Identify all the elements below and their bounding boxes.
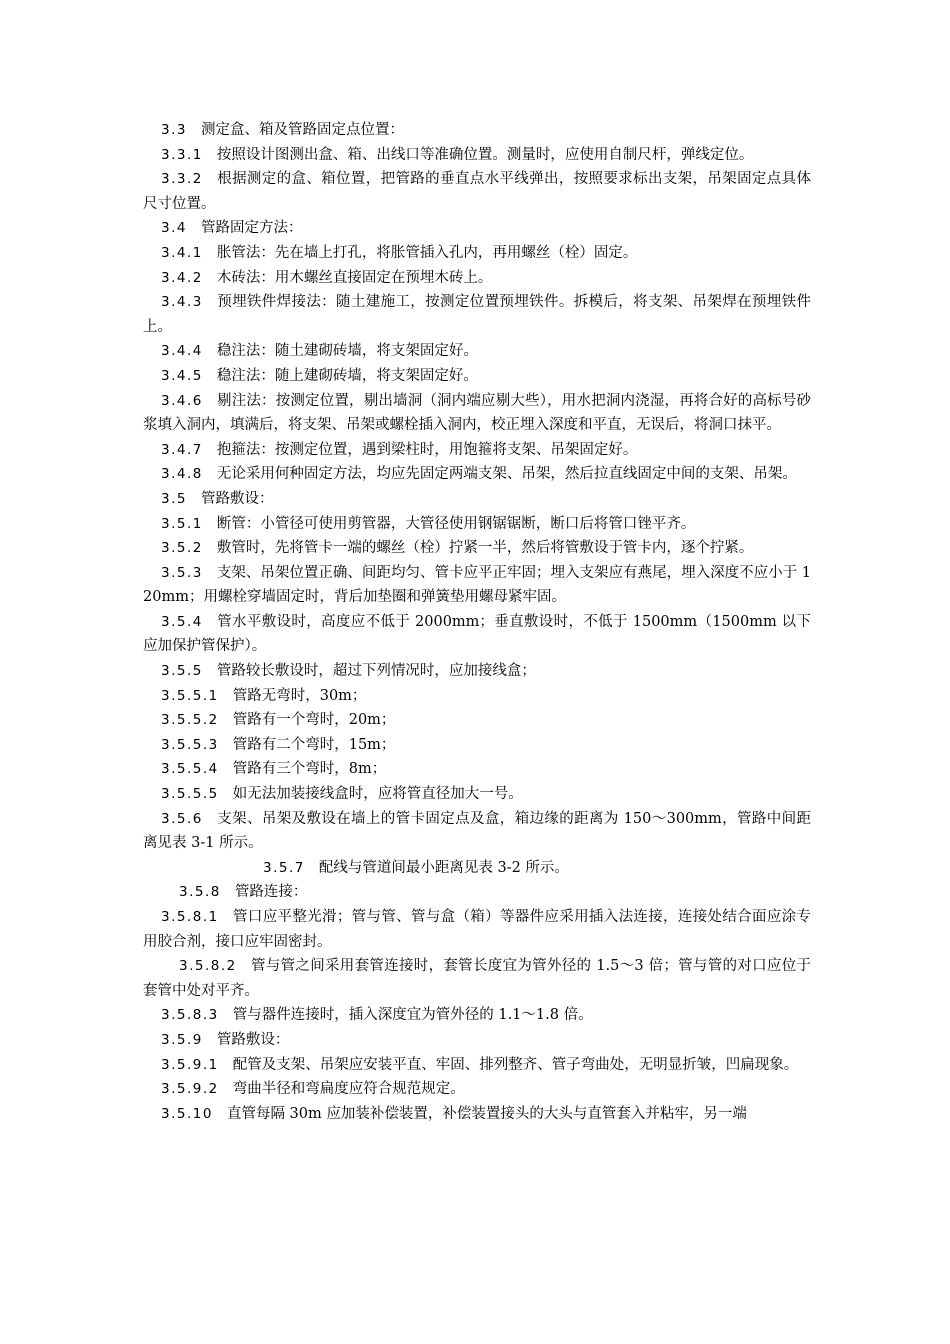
section-number: 3.3.1 bbox=[161, 146, 203, 163]
section-number: 3.5.5.3 bbox=[161, 736, 219, 753]
section-number: 3.5.4 bbox=[161, 613, 203, 630]
section-number: 3.5.9.1 bbox=[161, 1056, 219, 1073]
paragraph-3-4 bbox=[143, 216, 811, 241]
paragraph-3-5-5-3 bbox=[143, 733, 811, 758]
paragraph-3-5-5-2 bbox=[143, 708, 811, 733]
paragraph-3-5-3 bbox=[143, 561, 811, 610]
section-number: 3.5 bbox=[161, 490, 187, 507]
paragraph-text: 稳注法：随上建砌砖墙，将支架固定好。 bbox=[216, 367, 478, 384]
paragraph-3-4-6 bbox=[143, 389, 811, 438]
paragraph-text: 如无法加装接线盒时，应将管直径加大一号。 bbox=[232, 786, 523, 803]
section-number: 3.5.5.5 bbox=[161, 786, 219, 803]
paragraph-3-5-8-1 bbox=[143, 905, 811, 954]
section-number: 3.5.3 bbox=[161, 564, 203, 581]
section-number: 3.5.8.3 bbox=[161, 1007, 219, 1024]
paragraph-text: 管水平敷设时，高度应不低于 2000mm；垂直敷设时，不低于 1500mm（1500mm 以下应加保护管保护）。 bbox=[143, 613, 811, 655]
paragraph-3-3-2 bbox=[143, 167, 811, 216]
section-number: 3.5.9 bbox=[161, 1031, 203, 1048]
paragraph-text: 管路有二个弯时，15m； bbox=[232, 736, 396, 753]
section-number: 3.4.7 bbox=[161, 441, 203, 458]
section-number: 3.5.7 bbox=[263, 859, 305, 876]
paragraph-3-5-9 bbox=[143, 1028, 811, 1053]
section-number: 3.4.6 bbox=[161, 392, 203, 409]
paragraph-text: 稳注法：随土建砌砖墙，将支架固定好。 bbox=[216, 343, 478, 360]
paragraph-text: 管路有一个弯时，20m； bbox=[232, 712, 396, 729]
paragraph-3-5-4 bbox=[143, 610, 811, 659]
section-number: 3.5.5.2 bbox=[161, 712, 219, 729]
section-number: 3.5.1 bbox=[161, 515, 203, 532]
section-number: 3.5.5.1 bbox=[161, 687, 219, 704]
paragraph-3-5-5 bbox=[143, 659, 811, 684]
section-number: 3.4 bbox=[161, 220, 187, 237]
section-number: 3.4.8 bbox=[161, 466, 203, 483]
paragraph-text: 预埋铁件焊接法：随土建施工，按测定位置预埋铁件。拆模后，将支架、吊架焊在预埋铁件上。 bbox=[143, 294, 811, 335]
paragraph-text: 管路无弯时，30m； bbox=[232, 687, 367, 704]
section-number: 3.4.2 bbox=[161, 269, 203, 286]
section-number: 3.5.8 bbox=[179, 884, 221, 901]
paragraph-3-5-8 bbox=[143, 880, 811, 905]
paragraph-3-4-8 bbox=[143, 462, 811, 487]
paragraph-3-5-5-4 bbox=[143, 757, 811, 782]
paragraph-text: 弯曲半径和弯扁度应符合规范规定。 bbox=[232, 1081, 465, 1098]
section-number: 3.5.6 bbox=[161, 810, 203, 827]
section-number: 3.3 bbox=[161, 122, 187, 138]
paragraph-3-4-4 bbox=[143, 339, 811, 364]
paragraph-3-4-5 bbox=[143, 364, 811, 389]
paragraph-3-4-1 bbox=[143, 241, 811, 266]
paragraph-3-5 bbox=[143, 487, 811, 512]
paragraph-3-5-8-3 bbox=[143, 1003, 811, 1028]
paragraph-text: 断管：小管径可使用剪管器，大管径使用钢锯锯断，断口后将管口锉平齐。 bbox=[216, 515, 696, 532]
paragraph-3-5-2 bbox=[143, 536, 811, 561]
section-number: 3.5.5.4 bbox=[161, 761, 219, 778]
paragraph-text: 管与管之间采用套管连接时，套管长度宜为管外径的 1.5～3 倍；管与管的对口应位于套管中处对平齐。 bbox=[143, 958, 811, 999]
paragraph-text: 木砖法：用木螺丝直接固定在预埋木砖上。 bbox=[216, 269, 493, 286]
section-number: 3.4.3 bbox=[161, 294, 203, 311]
section-number: 3.5.5 bbox=[161, 663, 203, 680]
document-page bbox=[143, 118, 811, 1126]
section-number: 3.4.1 bbox=[161, 244, 203, 261]
paragraph-text: 管路连接： bbox=[234, 884, 308, 901]
section-number: 3.4.4 bbox=[161, 343, 203, 360]
paragraph-text: 配线与管道间最小距离见表 3-2 所示。 bbox=[318, 859, 569, 876]
paragraph-3-5-6 bbox=[143, 807, 811, 856]
paragraph-text: 管路敷设： bbox=[200, 490, 274, 507]
paragraph-text: 胀管法：先在墙上打孔，将胀管插入孔内，再用螺丝（栓）固定。 bbox=[216, 244, 638, 261]
paragraph-3-5-5-1 bbox=[143, 684, 811, 709]
paragraph-3-5-10 bbox=[143, 1102, 811, 1127]
paragraph-text: 管路较长敷设时，超过下列情况时，应加接线盒； bbox=[216, 663, 536, 680]
paragraph-text: 支架、吊架及敷设在墙上的管卡固定点及盒，箱边缘的距离为 150～300mm，管路中间距离见表 3-1 所示。 bbox=[143, 810, 811, 852]
paragraph-3-3-1 bbox=[143, 143, 811, 168]
section-number: 3.5.8.2 bbox=[179, 958, 237, 975]
section-number: 3.3.2 bbox=[161, 171, 203, 188]
paragraph-text: 管路有三个弯时，8m； bbox=[232, 761, 387, 778]
section-number: 3.5.10 bbox=[161, 1105, 213, 1122]
paragraph-text: 敷管时，先将管卡一端的螺丝（栓）拧紧一半，然后将管敷设于管卡内，逐个拧紧。 bbox=[216, 540, 754, 557]
paragraph-3-5-5-5 bbox=[143, 782, 811, 807]
paragraph-text: 测定盒、箱及管路固定点位置： bbox=[200, 122, 404, 138]
section-number: 3.5.8.1 bbox=[161, 909, 219, 925]
paragraph-3-3 bbox=[143, 118, 811, 143]
paragraph-3-4-7 bbox=[143, 438, 811, 463]
paragraph-text: 剔注法：按测定位置，剔出墙洞（洞内端应剔大些），用水把洞内浇湿，再将合好的高标号砂浆填入洞内，填满后，将支架、吊架或螺栓插入洞内，校正埋入深度和平直，无误后，将洞口抹平。 bbox=[143, 392, 811, 434]
paragraph-text: 抱箍法：按测定位置，遇到梁柱时，用饱箍将支架、吊架固定好。 bbox=[216, 441, 638, 458]
paragraph-3-4-2 bbox=[143, 266, 811, 291]
paragraph-3-4-3 bbox=[143, 290, 811, 339]
section-number: 3.5.2 bbox=[161, 540, 203, 557]
section-number: 3.4.5 bbox=[161, 367, 203, 384]
paragraph-3-5-9-1 bbox=[143, 1053, 811, 1078]
section-number: 3.5.9.2 bbox=[161, 1081, 219, 1098]
paragraph-text: 支架、吊架位置正确、间距均匀、管卡应平正牢固；埋入支架应有燕尾，埋入深度不应小于 120mm；用螺栓穿墙固定时，背后加垫圈和弹簧垫用螺母紧牢固。 bbox=[143, 564, 811, 606]
paragraph-text: 管口应平整光滑；管与管、管与盒（箱）等器件应采用插入法连接，连接处结合面应涂专用胶合剂，接口应牢固密封。 bbox=[143, 909, 811, 950]
paragraph-3-5-1 bbox=[143, 512, 811, 537]
paragraph-text: 管路固定方法： bbox=[200, 220, 303, 237]
paragraph-text: 直管每隔 30m 应加装补偿装置，补偿装置接头的大头与直管套入并粘牢，另一端 bbox=[226, 1105, 747, 1122]
paragraph-text: 无论采用何种固定方法，均应先固定两端支架、吊架，然后拉直线固定中间的支架、吊架。 bbox=[216, 466, 797, 483]
paragraph-3-5-8-2 bbox=[143, 954, 811, 1003]
paragraph-text: 配管及支架、吊架应安装平直、牢固、排列整齐、管子弯曲处，无明显折皱，凹扁现象。 bbox=[232, 1056, 799, 1073]
paragraph-3-5-7 bbox=[143, 856, 811, 881]
paragraph-text: 管与器件连接时，插入深度宜为管外径的 1.1～1.8 倍。 bbox=[232, 1007, 593, 1024]
paragraph-text: 管路敷设： bbox=[216, 1031, 290, 1048]
paragraph-text: 根据测定的盒、箱位置，把管路的垂直点水平线弹出，按照要求标出支架，吊架固定点具体尺寸位置。 bbox=[143, 171, 811, 212]
paragraph-text: 按照设计图测出盒、箱、出线口等准确位置。测量时，应使用自制尺杆，弹线定位。 bbox=[216, 146, 754, 163]
paragraph-3-5-9-2 bbox=[143, 1077, 811, 1102]
